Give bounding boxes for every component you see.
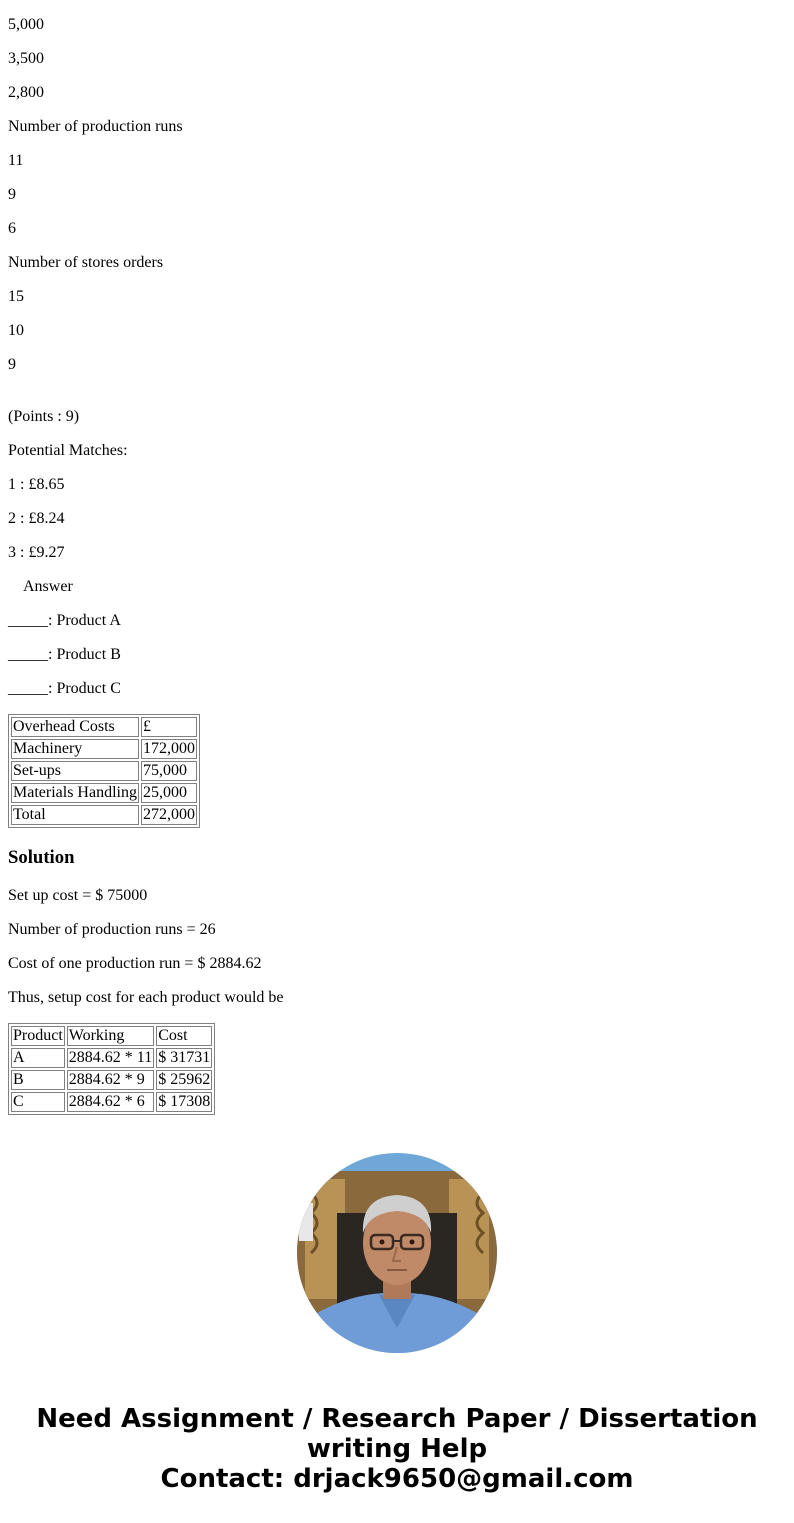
table-header-row [11,717,197,737]
table-cell: Total [11,805,139,825]
match-item: 1 : £8.65 [8,476,65,493]
table-row [11,761,197,781]
text-line: 6 [8,220,16,237]
text-line: 9 [8,186,16,203]
match-item: 3 : £9.27 [8,544,65,561]
table-cell: 75,000 [141,761,197,781]
overhead-costs-table [8,714,200,828]
table-cell: Product [13,1027,63,1044]
table-cell: Overhead Costs [11,717,139,737]
table-cell: $ 17308 [158,1093,211,1110]
text-line: 9 [8,356,16,373]
text-line: Number of production runs [8,118,183,135]
table-cell: Machinery [11,739,139,759]
answer-blank-product-c: _____: Product C [8,680,121,697]
table-cell: 272,000 [142,806,195,823]
table-cell: $ 25962 [158,1071,211,1088]
table-row [11,1070,212,1090]
text-line: 11 [8,152,24,169]
solution-line: Thus, setup cost for each product would be [8,989,284,1006]
table-header-row [11,1026,212,1046]
text-line: 15 [8,288,24,305]
table-row [11,739,197,759]
table-cell: A [11,1048,65,1068]
table-cell: 25,000 [141,783,197,803]
setup-cost-table [8,1023,215,1115]
table-cell: £ [141,717,197,737]
table-cell: $ 31731 [158,1049,211,1066]
table-cell: 172,000 [142,740,195,757]
solution-line: Number of production runs = 26 [8,921,216,938]
author-portrait-icon [297,1153,497,1353]
table-cell: 2884.62 * 11 [68,1049,153,1066]
answer-label: Answer [23,578,73,595]
text-line: 5,000 [8,16,44,33]
table-row [11,805,197,825]
table-row [11,783,197,803]
text-line: 2,800 [8,84,44,101]
table-cell: B [11,1070,65,1090]
points-label: (Points : 9) [8,408,80,425]
text-line: 3,500 [8,50,44,67]
promo-footer [0,1404,794,1494]
table-cell: C [11,1092,65,1112]
answer-blank-product-a: _____: Product A [8,612,121,629]
text-line: Number of stores orders [8,254,164,271]
table-cell: Set-ups [11,761,139,781]
contact-line: Contact: drjack9650@gmail.com [160,1464,634,1494]
table-row [11,1048,212,1068]
answer-blank-product-b: _____: Product B [8,646,121,663]
author-avatar [297,1153,497,1353]
potential-matches-label: Potential Matches: [8,442,128,459]
table-cell: Materials Handling [13,784,137,801]
table-cell: Cost [156,1026,212,1046]
table-cell: 2884.62 * 9 [67,1070,154,1090]
table-cell: 2884.62 * 6 [67,1092,154,1112]
match-item: 2 : £8.24 [8,510,65,527]
solution-line: Set up cost = $ 75000 [8,887,148,904]
promo-line: Need Assignment / Research Paper / Dissertation [36,1404,758,1434]
solution-line: Cost of one production run = $ 2884.62 [8,955,262,972]
solution-heading: Solution [8,847,75,868]
promo-line: writing Help [306,1434,488,1464]
table-row [11,1092,212,1112]
text-line: 10 [8,322,24,339]
table-cell: Working [67,1026,154,1046]
